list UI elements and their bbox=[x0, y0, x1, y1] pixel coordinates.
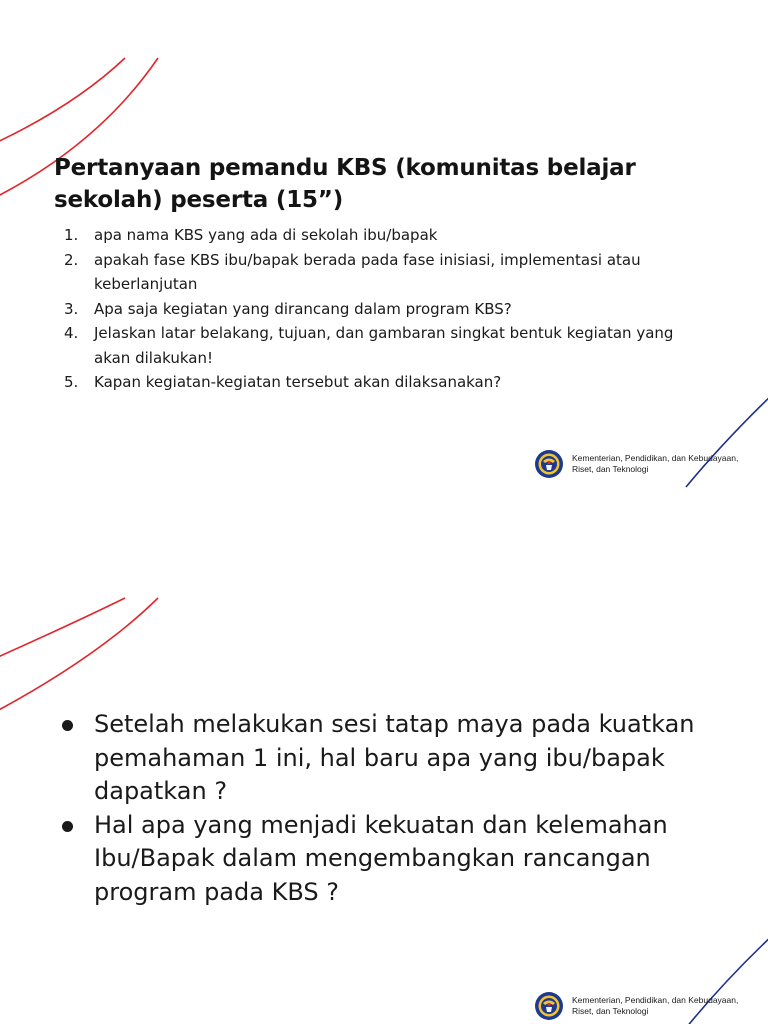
ministry-name-line2: Riset, dan Teknologi bbox=[572, 1006, 649, 1016]
list-item bbox=[54, 297, 704, 322]
question-text: Kapan kegiatan-kegiatan tersebut akan dilaksanakan? bbox=[94, 373, 502, 391]
list-item bbox=[54, 370, 704, 395]
question-list bbox=[54, 223, 704, 395]
red-arc-inner bbox=[0, 598, 158, 720]
question-text: Jelaskan latar belakang, tujuan, dan gambaran singkat bentuk kegiatan yang akan dilakukan! bbox=[94, 324, 674, 367]
reflection-bullet-list bbox=[58, 708, 738, 909]
list-number: 3. bbox=[64, 299, 79, 318]
tut-wuri-handayani-logo bbox=[534, 991, 564, 1021]
ministry-name-line1: Kementerian, Pendidikan, dan Kebudayaan, bbox=[572, 995, 739, 1005]
list-item bbox=[54, 248, 704, 297]
list-number: 4. bbox=[64, 324, 79, 342]
slide-title: Pertanyaan pemandu KBS (komunitas belajar sekolah) peserta (15”) bbox=[54, 155, 636, 213]
red-arc-outer bbox=[0, 598, 125, 665]
list-number: 2. bbox=[64, 250, 79, 269]
bullet-text: Setelah melakukan sesi tatap maya pada kuatkan pemahaman 1 ini, hal baru apa yang ibu/bapak dapatkan ? bbox=[94, 710, 695, 805]
slide-2 bbox=[0, 540, 768, 1024]
ministry-name bbox=[572, 453, 768, 475]
question-text: apakah fase KBS ibu/bapak berada pada fase inisiasi, implementasi atau keberlanjutan bbox=[94, 250, 641, 293]
bullet-text: Hal apa yang menjadi kekuatan dan kelemahan Ibu/Bapak dalam mengembangkan rancangan program pada KBS ? bbox=[94, 810, 668, 906]
list-item bbox=[58, 708, 738, 809]
red-arc-outer bbox=[0, 58, 125, 150]
ministry-name-line1: Kementerian, Pendidikan, dan Kebudayaan, bbox=[572, 453, 739, 463]
bullet-dot-icon bbox=[62, 821, 73, 832]
question-text: Apa saja kegiatan yang dirancang dalam program KBS? bbox=[94, 299, 512, 318]
ministry-footer bbox=[534, 991, 768, 1021]
list-number: 5. bbox=[64, 373, 79, 391]
list-item bbox=[54, 321, 704, 370]
list-item bbox=[54, 223, 704, 248]
ministry-name bbox=[572, 995, 768, 1017]
list-item bbox=[58, 809, 738, 910]
ministry-footer bbox=[534, 449, 768, 479]
list-number: 1. bbox=[64, 226, 79, 244]
question-text: apa nama KBS yang ada di sekolah ibu/bapak bbox=[94, 226, 438, 244]
bullet-dot-icon bbox=[62, 720, 73, 731]
ministry-name-line2: Riset, dan Teknologi bbox=[572, 464, 649, 474]
tut-wuri-handayani-logo bbox=[534, 449, 564, 479]
